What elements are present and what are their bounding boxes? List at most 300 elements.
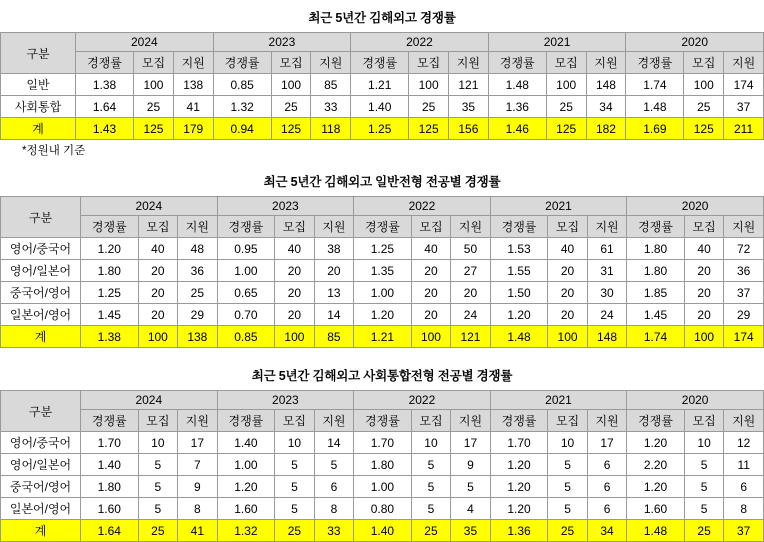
header-year-2020: 2020: [626, 33, 764, 52]
cell-capacity: 20: [684, 260, 724, 282]
cell-capacity: 20: [548, 282, 588, 304]
header-year-2023: 2023: [217, 391, 354, 410]
cell-capacity: 5: [684, 476, 724, 498]
cell-rate: 1.60: [627, 498, 685, 520]
cell-rate: 1.32: [217, 520, 275, 542]
cell-applicants: 29: [724, 304, 764, 326]
cell-applicants: 25: [178, 282, 218, 304]
header-rate: 경쟁률: [627, 216, 685, 238]
cell-applicants: 12: [724, 432, 764, 454]
cell-applicants: 9: [178, 476, 218, 498]
cell-applicants: 35: [451, 520, 491, 542]
cell-capacity: 5: [275, 454, 315, 476]
header-applicants: 지원: [314, 216, 354, 238]
header-rate: 경쟁률: [81, 410, 139, 432]
table-row: [1, 238, 764, 260]
cell-rate: 1.20: [354, 304, 412, 326]
table-header-year-row: [1, 197, 764, 216]
table-overall: [0, 32, 764, 140]
cell-capacity: 25: [684, 520, 724, 542]
table-header-metric-row: [1, 216, 764, 238]
cell-capacity: 20: [275, 304, 315, 326]
header-applicants: 지원: [724, 410, 764, 432]
table-header-metric-row: [1, 410, 764, 432]
cell-capacity: 10: [548, 432, 588, 454]
header-applicants: 지원: [178, 410, 218, 432]
cell-applicants: 29: [178, 304, 218, 326]
cell-capacity: 100: [138, 326, 178, 348]
cell-applicants: 61: [587, 238, 627, 260]
cell-capacity: 100: [134, 74, 174, 96]
header-year-2021: 2021: [490, 197, 627, 216]
cell-applicants: 34: [587, 520, 627, 542]
cell-capacity: 40: [138, 238, 178, 260]
cell-applicants: 33: [311, 96, 351, 118]
footnote: *정원내 기준: [22, 145, 86, 157]
cell-rate: 1.00: [217, 454, 275, 476]
header-year-2024: 2024: [76, 33, 214, 52]
cell-rate: 0.94: [213, 118, 271, 140]
cell-rate: 0.65: [217, 282, 275, 304]
cell-capacity: 125: [271, 118, 311, 140]
cell-applicants: 20: [314, 260, 354, 282]
table-row: [1, 476, 764, 498]
header-rate: 경쟁률: [626, 52, 684, 74]
cell-applicants: 35: [449, 96, 489, 118]
header-capacity: 모집: [546, 52, 586, 74]
header-year-2021: 2021: [488, 33, 626, 52]
header-applicants: 지원: [314, 410, 354, 432]
cell-applicants: 14: [314, 304, 354, 326]
cell-capacity: 125: [409, 118, 449, 140]
cell-applicants: 24: [451, 304, 491, 326]
cell-capacity: 40: [411, 238, 451, 260]
cell-rate: 1.40: [217, 432, 275, 454]
cell-capacity: 10: [411, 432, 451, 454]
cell-applicants: 85: [311, 74, 351, 96]
table-body-social: [1, 432, 764, 542]
cell-applicants: 118: [311, 118, 351, 140]
cell-applicants: 121: [451, 326, 491, 348]
cell-capacity: 25: [138, 520, 178, 542]
document-page: [0, 8, 764, 538]
cell-capacity: 10: [275, 432, 315, 454]
header-capacity: 모집: [684, 52, 724, 74]
cell-applicants: 41: [178, 520, 218, 542]
header-capacity: 모집: [548, 410, 588, 432]
cell-capacity: 100: [684, 326, 724, 348]
cell-rate: 1.00: [217, 260, 275, 282]
cell-rate: 1.25: [351, 118, 409, 140]
row-label: 영어/일본어: [1, 454, 81, 476]
cell-applicants: 11: [724, 454, 764, 476]
cell-applicants: 121: [449, 74, 489, 96]
cell-rate: 1.20: [217, 476, 275, 498]
table-row: [1, 74, 764, 96]
row-label: 영어/중국어: [1, 238, 81, 260]
header-year-2020: 2020: [627, 391, 764, 410]
header-year-2021: 2021: [490, 391, 627, 410]
header-rate: 경쟁률: [354, 216, 412, 238]
cell-applicants: 37: [724, 96, 764, 118]
cell-applicants: 17: [451, 432, 491, 454]
cell-applicants: 5: [314, 454, 354, 476]
cell-capacity: 20: [411, 282, 451, 304]
cell-rate: 1.48: [488, 74, 546, 96]
section-social-track: [0, 366, 764, 542]
table-row: [1, 520, 764, 542]
cell-applicants: 85: [314, 326, 354, 348]
cell-applicants: 13: [314, 282, 354, 304]
header-applicants: 지원: [451, 216, 491, 238]
cell-applicants: 5: [451, 476, 491, 498]
header-division: 구분: [1, 33, 76, 74]
table-header-metric-row: [1, 52, 764, 74]
header-year-2023: 2023: [217, 197, 354, 216]
cell-applicants: 33: [314, 520, 354, 542]
cell-capacity: 5: [548, 476, 588, 498]
cell-rate: 1.38: [76, 74, 134, 96]
cell-capacity: 5: [548, 498, 588, 520]
cell-rate: 1.70: [81, 432, 139, 454]
cell-capacity: 100: [546, 74, 586, 96]
cell-capacity: 25: [134, 96, 174, 118]
cell-capacity: 20: [138, 260, 178, 282]
header-applicants: 지원: [587, 410, 627, 432]
cell-capacity: 10: [684, 432, 724, 454]
header-division: 구분: [1, 197, 81, 238]
cell-rate: 0.95: [217, 238, 275, 260]
header-applicants: 지원: [178, 216, 218, 238]
cell-rate: 1.32: [213, 96, 271, 118]
cell-rate: 1.20: [81, 238, 139, 260]
header-capacity: 모집: [684, 410, 724, 432]
cell-applicants: 41: [173, 96, 213, 118]
cell-rate: 1.40: [354, 520, 412, 542]
cell-rate: 1.69: [626, 118, 684, 140]
cell-applicants: 4: [451, 498, 491, 520]
cell-rate: 2.20: [627, 454, 685, 476]
cell-capacity: 20: [548, 260, 588, 282]
table-body-general: [1, 238, 764, 348]
table-row: [1, 96, 764, 118]
cell-capacity: 5: [138, 476, 178, 498]
cell-capacity: 25: [271, 96, 311, 118]
cell-applicants: 156: [449, 118, 489, 140]
header-applicants: 지원: [173, 52, 213, 74]
header-rate: 경쟁률: [627, 410, 685, 432]
cell-applicants: 36: [724, 260, 764, 282]
cell-rate: 1.36: [488, 96, 546, 118]
cell-rate: 1.00: [354, 476, 412, 498]
header-capacity: 모집: [275, 410, 315, 432]
cell-capacity: 5: [684, 454, 724, 476]
header-rate: 경쟁률: [217, 216, 275, 238]
header-year-2022: 2022: [354, 391, 491, 410]
cell-rate: 1.20: [627, 432, 685, 454]
table-header-year-row: [1, 391, 764, 410]
header-rate: 경쟁률: [213, 52, 271, 74]
table-row: [1, 454, 764, 476]
cell-rate: 1.45: [627, 304, 685, 326]
cell-applicants: 138: [178, 326, 218, 348]
table-row: [1, 304, 764, 326]
header-capacity: 모집: [684, 216, 724, 238]
cell-applicants: 6: [587, 498, 627, 520]
header-capacity: 모집: [271, 52, 311, 74]
cell-applicants: 6: [587, 454, 627, 476]
header-applicants: 지원: [724, 52, 764, 74]
cell-capacity: 10: [138, 432, 178, 454]
cell-applicants: 174: [724, 74, 764, 96]
cell-applicants: 148: [587, 326, 627, 348]
row-label: 영어/중국어: [1, 432, 81, 454]
cell-rate: 1.20: [627, 476, 685, 498]
header-applicants: 지원: [724, 216, 764, 238]
row-label: 사회통합: [1, 96, 76, 118]
cell-rate: 1.38: [81, 326, 139, 348]
row-label: 중국어/영어: [1, 282, 81, 304]
cell-applicants: 148: [586, 74, 626, 96]
cell-rate: 0.85: [217, 326, 275, 348]
cell-capacity: 25: [411, 520, 451, 542]
cell-capacity: 100: [275, 326, 315, 348]
section-general-track: [0, 172, 764, 348]
cell-applicants: 6: [724, 476, 764, 498]
table-row: [1, 260, 764, 282]
cell-capacity: 100: [411, 326, 451, 348]
cell-rate: 1.45: [81, 304, 139, 326]
cell-rate: 1.46: [488, 118, 546, 140]
cell-rate: 1.48: [627, 520, 685, 542]
cell-applicants: 50: [451, 238, 491, 260]
table-row: [1, 326, 764, 348]
header-rate: 경쟁률: [217, 410, 275, 432]
cell-capacity: 25: [548, 520, 588, 542]
section-title-overall: 최근 5년간 김해외고 경쟁률: [308, 11, 456, 25]
cell-capacity: 100: [684, 74, 724, 96]
table-row: [1, 498, 764, 520]
cell-applicants: 179: [173, 118, 213, 140]
cell-rate: 1.20: [490, 476, 548, 498]
table-body-overall: [1, 74, 764, 140]
cell-rate: 0.70: [217, 304, 275, 326]
cell-capacity: 20: [275, 260, 315, 282]
cell-capacity: 40: [275, 238, 315, 260]
cell-applicants: 36: [178, 260, 218, 282]
row-label: 영어/일본어: [1, 260, 81, 282]
header-rate: 경쟁률: [490, 216, 548, 238]
cell-capacity: 20: [684, 282, 724, 304]
cell-rate: 1.25: [354, 238, 412, 260]
cell-rate: 1.50: [490, 282, 548, 304]
cell-applicants: 8: [314, 498, 354, 520]
cell-capacity: 100: [271, 74, 311, 96]
header-applicants: 지원: [587, 216, 627, 238]
cell-applicants: 9: [451, 454, 491, 476]
header-rate: 경쟁률: [354, 410, 412, 432]
cell-applicants: 17: [587, 432, 627, 454]
cell-rate: 1.48: [626, 96, 684, 118]
row-label: 일본어/영어: [1, 304, 81, 326]
header-rate: 경쟁률: [81, 216, 139, 238]
cell-applicants: 72: [724, 238, 764, 260]
cell-rate: 1.85: [627, 282, 685, 304]
header-capacity: 모집: [411, 410, 451, 432]
section-title-social: 최근 5년간 김해외고 사회통합전형 전공별 경쟁률: [251, 369, 513, 383]
table-general-track: [0, 196, 764, 348]
cell-rate: 1.70: [354, 432, 412, 454]
header-applicants: 지원: [311, 52, 351, 74]
cell-rate: 1.80: [354, 454, 412, 476]
cell-applicants: 14: [314, 432, 354, 454]
cell-rate: 1.60: [81, 498, 139, 520]
cell-rate: 1.21: [351, 74, 409, 96]
cell-capacity: 20: [275, 282, 315, 304]
section-title-general: 최근 5년간 김해외고 일반전형 전공별 경쟁률: [263, 175, 501, 189]
header-applicants: 지원: [451, 410, 491, 432]
cell-capacity: 125: [546, 118, 586, 140]
cell-capacity: 40: [548, 238, 588, 260]
cell-rate: 1.74: [627, 326, 685, 348]
cell-capacity: 5: [275, 498, 315, 520]
cell-rate: 1.20: [490, 454, 548, 476]
cell-rate: 1.20: [490, 498, 548, 520]
cell-capacity: 20: [411, 260, 451, 282]
cell-rate: 1.43: [76, 118, 134, 140]
cell-applicants: 27: [451, 260, 491, 282]
cell-applicants: 37: [724, 282, 764, 304]
cell-applicants: 31: [587, 260, 627, 282]
header-year-2024: 2024: [81, 391, 218, 410]
cell-capacity: 25: [409, 96, 449, 118]
cell-capacity: 100: [548, 326, 588, 348]
cell-rate: 1.21: [354, 326, 412, 348]
cell-rate: 0.80: [354, 498, 412, 520]
row-label: 중국어/영어: [1, 476, 81, 498]
cell-capacity: 20: [411, 304, 451, 326]
cell-rate: 1.53: [490, 238, 548, 260]
cell-applicants: 8: [724, 498, 764, 520]
cell-applicants: 8: [178, 498, 218, 520]
cell-rate: 1.74: [626, 74, 684, 96]
cell-rate: 1.25: [81, 282, 139, 304]
cell-rate: 1.48: [490, 326, 548, 348]
cell-capacity: 5: [138, 498, 178, 520]
cell-applicants: 211: [724, 118, 764, 140]
cell-applicants: 48: [178, 238, 218, 260]
row-label: 계: [1, 326, 81, 348]
row-label: 계: [1, 520, 81, 542]
header-capacity: 모집: [275, 216, 315, 238]
cell-rate: 1.64: [76, 96, 134, 118]
cell-applicants: 38: [314, 238, 354, 260]
cell-capacity: 125: [134, 118, 174, 140]
cell-applicants: 24: [587, 304, 627, 326]
header-applicants: 지원: [449, 52, 489, 74]
cell-applicants: 174: [724, 326, 764, 348]
row-label: 일본어/영어: [1, 498, 81, 520]
cell-rate: 1.70: [490, 432, 548, 454]
header-rate: 경쟁률: [351, 52, 409, 74]
cell-rate: 1.64: [81, 520, 139, 542]
cell-rate: 1.35: [354, 260, 412, 282]
cell-capacity: 40: [684, 238, 724, 260]
header-capacity: 모집: [134, 52, 174, 74]
cell-applicants: 7: [178, 454, 218, 476]
cell-rate: 1.20: [490, 304, 548, 326]
cell-capacity: 5: [548, 454, 588, 476]
cell-rate: 1.80: [81, 260, 139, 282]
cell-applicants: 6: [587, 476, 627, 498]
header-rate: 경쟁률: [76, 52, 134, 74]
header-year-2024: 2024: [81, 197, 218, 216]
header-year-2023: 2023: [213, 33, 351, 52]
cell-capacity: 25: [684, 96, 724, 118]
cell-capacity: 5: [411, 454, 451, 476]
cell-capacity: 25: [275, 520, 315, 542]
cell-applicants: 138: [173, 74, 213, 96]
cell-applicants: 17: [178, 432, 218, 454]
header-rate: 경쟁률: [488, 52, 546, 74]
cell-rate: 1.36: [490, 520, 548, 542]
cell-applicants: 20: [451, 282, 491, 304]
cell-applicants: 182: [586, 118, 626, 140]
cell-capacity: 5: [138, 454, 178, 476]
header-capacity: 모집: [409, 52, 449, 74]
cell-capacity: 20: [548, 304, 588, 326]
cell-capacity: 20: [684, 304, 724, 326]
header-applicants: 지원: [586, 52, 626, 74]
cell-capacity: 5: [275, 476, 315, 498]
cell-applicants: 6: [314, 476, 354, 498]
header-capacity: 모집: [138, 216, 178, 238]
cell-rate: 1.80: [627, 238, 685, 260]
header-capacity: 모집: [548, 216, 588, 238]
table-row: [1, 282, 764, 304]
header-rate: 경쟁률: [490, 410, 548, 432]
cell-rate: 1.00: [354, 282, 412, 304]
cell-rate: 1.80: [81, 476, 139, 498]
header-capacity: 모집: [411, 216, 451, 238]
cell-capacity: 5: [411, 498, 451, 520]
cell-rate: 1.40: [81, 454, 139, 476]
table-header-year-row: [1, 33, 764, 52]
cell-capacity: 5: [411, 476, 451, 498]
cell-rate: 1.60: [217, 498, 275, 520]
cell-rate: 1.80: [627, 260, 685, 282]
cell-rate: 1.55: [490, 260, 548, 282]
table-row: [1, 118, 764, 140]
cell-capacity: 20: [138, 304, 178, 326]
cell-capacity: 5: [684, 498, 724, 520]
table-row: [1, 432, 764, 454]
row-label: 계: [1, 118, 76, 140]
section-overall: [0, 8, 764, 158]
header-capacity: 모집: [138, 410, 178, 432]
table-social-track: [0, 390, 764, 542]
cell-applicants: 34: [586, 96, 626, 118]
cell-applicants: 30: [587, 282, 627, 304]
cell-rate: 0.85: [213, 74, 271, 96]
cell-capacity: 20: [138, 282, 178, 304]
row-label: 일반: [1, 74, 76, 96]
cell-capacity: 25: [546, 96, 586, 118]
header-year-2022: 2022: [351, 33, 489, 52]
cell-capacity: 125: [684, 118, 724, 140]
cell-applicants: 37: [724, 520, 764, 542]
header-year-2020: 2020: [627, 197, 764, 216]
